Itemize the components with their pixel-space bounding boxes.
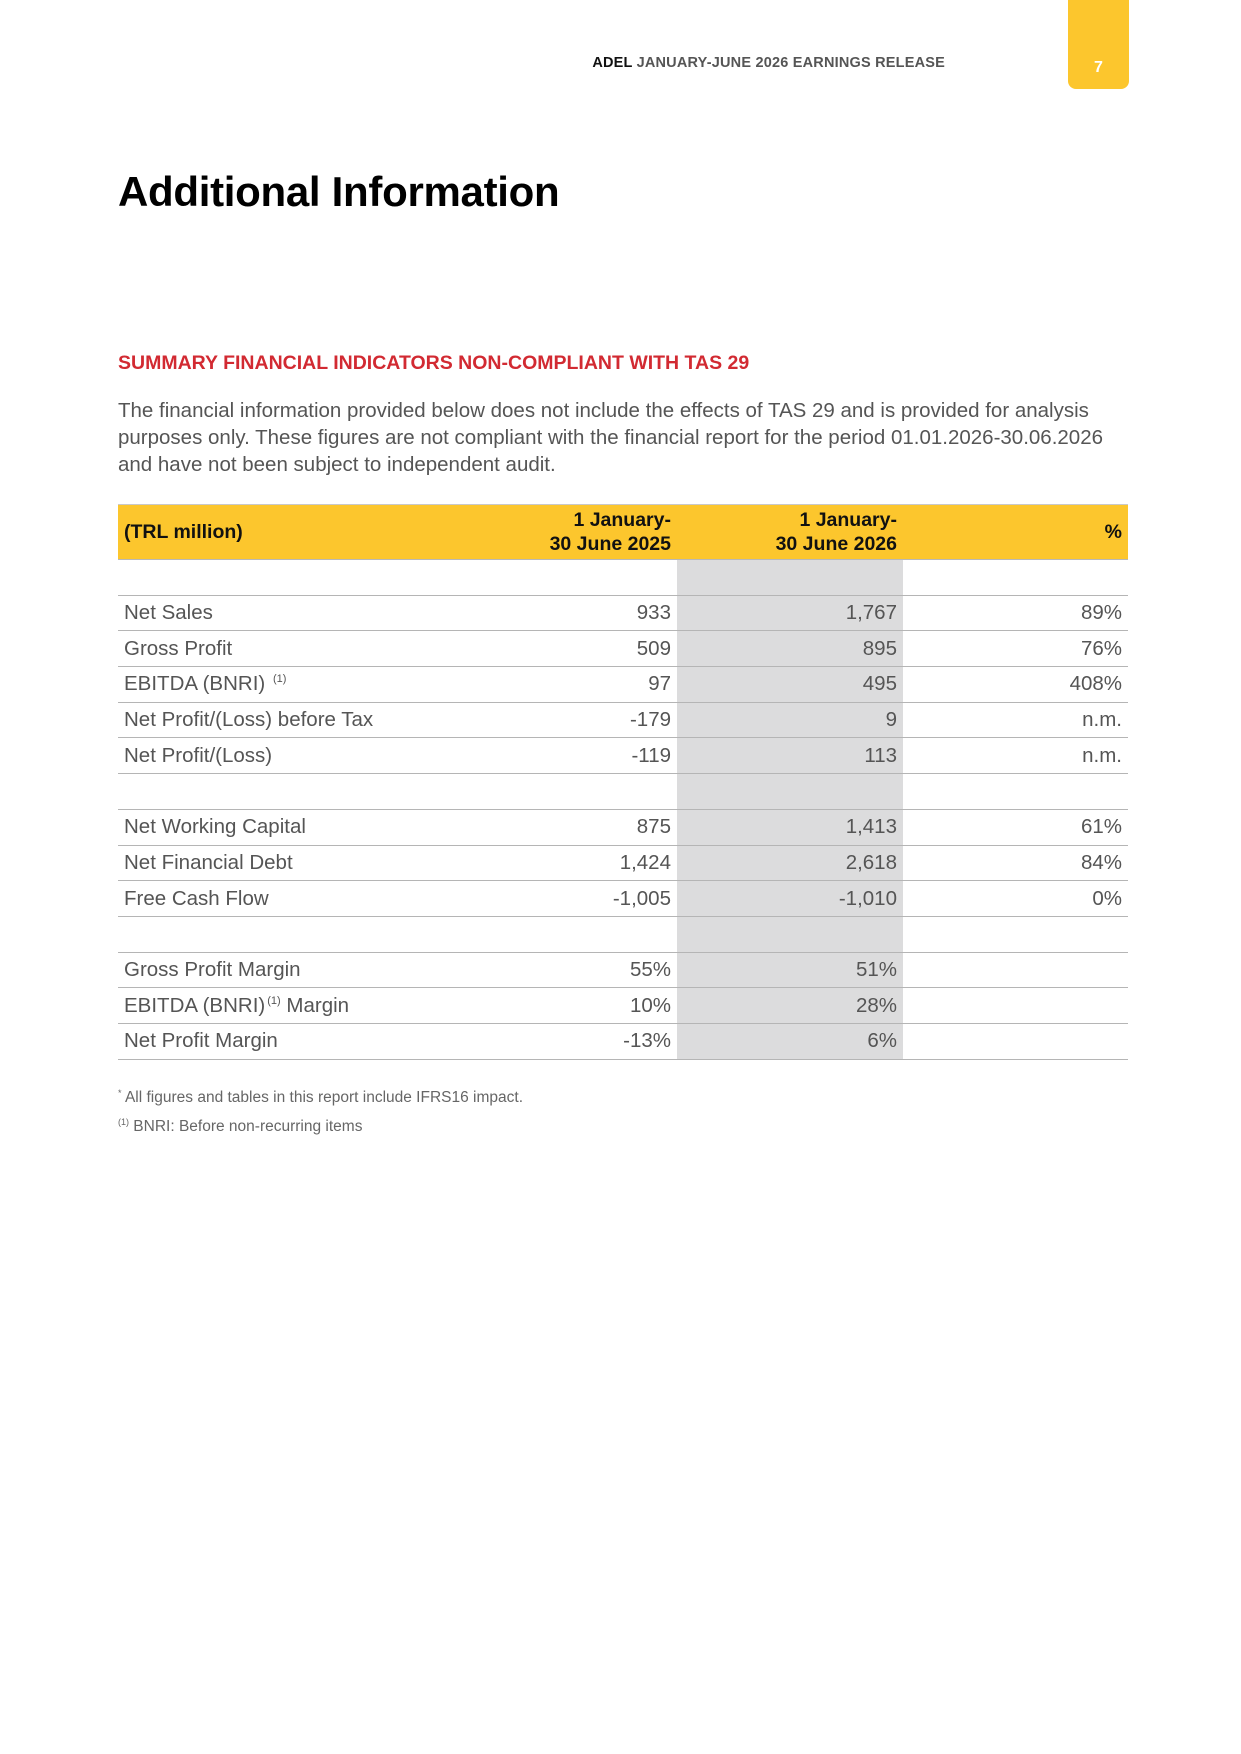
table-row: [118, 809, 1128, 845]
value-2026: 495: [677, 667, 903, 703]
value-2026: 51%: [677, 952, 903, 988]
row-label: Net Working Capital: [118, 809, 501, 845]
running-header: [592, 55, 945, 71]
table-row: [118, 1023, 1128, 1059]
value-2025: 10%: [501, 988, 677, 1024]
header-2026-line2: 30 June 2026: [775, 533, 897, 555]
header-2026-line1: 1 January-: [799, 509, 897, 531]
row-label: EBITDA (BNRI) $^{(1)}$: [118, 667, 501, 703]
header-unit: (TRL million): [118, 505, 501, 560]
value-2025: -1,005: [501, 881, 677, 917]
value-2025: 55%: [501, 952, 677, 988]
spacer-row: [118, 774, 1128, 810]
row-label: Net Sales: [118, 595, 501, 631]
value-change: [903, 952, 1128, 988]
footnote-ref: (1): [272, 673, 287, 686]
page-number-tab: [1068, 0, 1129, 89]
footnotes: [118, 1088, 523, 1146]
row-label: Gross Profit: [118, 631, 501, 667]
value-change: 0%: [903, 881, 1128, 917]
footnote-ifrs16: * All figures and tables in this report include IFRS16 impact.: [118, 1088, 523, 1106]
header-brand: ADEL: [592, 55, 633, 71]
page-title: Additional Information: [118, 168, 560, 215]
value-2025: 933: [501, 595, 677, 631]
value-change: 84%: [903, 845, 1128, 881]
table-row: [118, 631, 1128, 667]
row-label: Net Profit Margin: [118, 1023, 501, 1059]
table-row: [118, 881, 1128, 917]
footnote-ref: (1): [267, 994, 281, 1007]
value-2026: 1,413: [677, 809, 903, 845]
header-2025-line1: 1 January-: [573, 509, 671, 531]
spacer-row: [118, 560, 1128, 596]
header-2026: [677, 505, 903, 560]
footnote-bnri: $^{(1)}$ BNRI: Before non-recurring items: [118, 1117, 363, 1135]
value-change: 76%: [903, 631, 1128, 667]
value-change: n.m.: [903, 738, 1128, 774]
intro-paragraph: The financial information provided below does not include the effects of TAS 29 and is provided for analysis purposes only. These figures are not compliant with the financial report for the period 01.01.2026-30.06.2026 and have not been subject to independent audit.: [118, 399, 1104, 476]
value-2025: 1,424: [501, 845, 677, 881]
value-2026: 6%: [677, 1023, 903, 1059]
value-change: [903, 988, 1128, 1024]
value-2025: -179: [501, 702, 677, 738]
header-2025-line2: 30 June 2025: [549, 533, 671, 555]
table-row: [118, 988, 1128, 1024]
table-row: [118, 595, 1128, 631]
row-label: Free Cash Flow: [118, 881, 501, 917]
value-2026: 895: [677, 631, 903, 667]
header-2025: [501, 505, 677, 560]
value-2025: -13%: [501, 1023, 677, 1059]
value-2025: -119: [501, 738, 677, 774]
row-label: Net Financial Debt: [118, 845, 501, 881]
value-2026: 113: [677, 738, 903, 774]
financial-indicators-table: [118, 504, 1128, 1060]
table-row: [118, 667, 1128, 703]
value-2026: 28%: [677, 988, 903, 1024]
value-2026: 2,618: [677, 845, 903, 881]
value-2026: 9: [677, 702, 903, 738]
table-header-row: [118, 505, 1128, 560]
row-label: Net Profit/(Loss): [118, 738, 501, 774]
page-number: 7: [1094, 59, 1103, 76]
header-change: %: [903, 505, 1128, 560]
table-row: [118, 738, 1128, 774]
value-change: 89%: [903, 595, 1128, 631]
spacer-row: [118, 916, 1128, 952]
value-change: [903, 1023, 1128, 1059]
value-2026: 1,767: [677, 595, 903, 631]
value-2025: 509: [501, 631, 677, 667]
row-label: Net Profit/(Loss) before Tax: [118, 702, 501, 738]
section-heading: SUMMARY FINANCIAL INDICATORS NON-COMPLIANT WITH TAS 29: [118, 352, 750, 374]
value-change: 408%: [903, 667, 1128, 703]
table-row: [118, 702, 1128, 738]
table-row: [118, 845, 1128, 881]
row-label: EBITDA (BNRI) $^{(1)}$ Margin: [118, 988, 501, 1024]
value-change: n.m.: [903, 702, 1128, 738]
value-2026: -1,010: [677, 881, 903, 917]
header-title: JANUARY-JUNE 2026 EARNINGS RELEASE: [636, 55, 945, 71]
value-2025: 875: [501, 809, 677, 845]
row-label: Gross Profit Margin: [118, 952, 501, 988]
value-2025: 97: [501, 667, 677, 703]
table-row: [118, 952, 1128, 988]
value-change: 61%: [903, 809, 1128, 845]
